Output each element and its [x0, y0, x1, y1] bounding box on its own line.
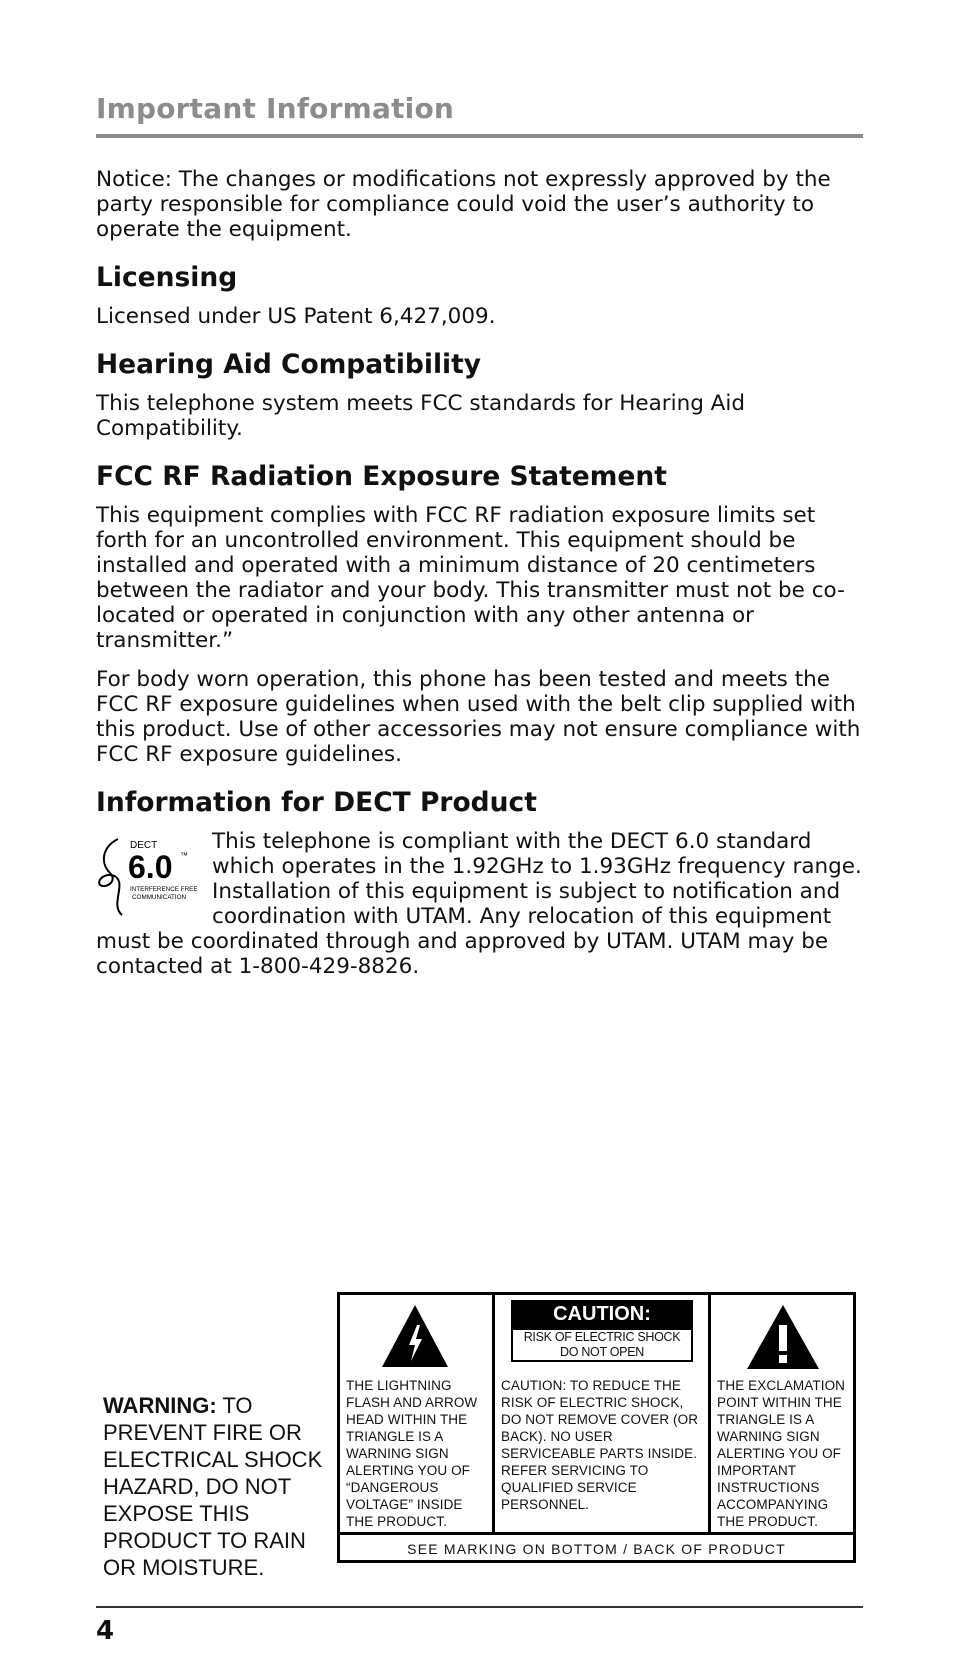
exclamation-description: THE EXCLAMATION POINT WITHIN THE TRIANGLE IS A WARNING SIGN ALERTING YOU OF IMPORTANT INSTRUCTIONS ACCOMPANYING THE PRODUCT. — [717, 1378, 846, 1529]
caution-box — [337, 1292, 856, 1563]
caution-label: CAUTION: — [511, 1300, 693, 1328]
exclamation-warning-icon — [745, 1303, 821, 1371]
licensing-heading: Licensing — [96, 262, 238, 293]
dect-heading: Information for DECT Product — [96, 787, 537, 818]
fcc-rf-paragraph-2: For body worn operation, this phone has been tested and meets the FCC RF exposure guidelines when used with the belt clip supplied with this product. Use of other accessories may not ensure compliance with FCC RF exposure guidelines. — [96, 667, 861, 767]
dect-logo-top: DECT — [130, 840, 158, 851]
warning-label: WARNING: — [103, 1393, 217, 1418]
hearing-aid-heading: Hearing Aid Compatibility — [96, 349, 482, 380]
header-rule — [96, 134, 863, 138]
fcc-rf-heading: FCC RF Radiation Exposure Statement — [96, 461, 667, 492]
main-content — [96, 167, 866, 999]
lightning-warning-icon — [380, 1303, 450, 1369]
warning-body: TO PREVENT FIRE OR ELECTRICAL SHOCK HAZARD, DO NOT EXPOSE THIS PRODUCT TO RAIN OR MOISTURE. — [103, 1393, 323, 1580]
caution-description: CAUTION: TO REDUCE THE RISK OF ELECTRIC SHOCK, DO NOT REMOVE COVER (OR BACK). NO USER SERVICEABLE PARTS INSIDE. REFER SERVICING TO QUALIFIED SERVICE PERSONNEL. — [501, 1378, 699, 1512]
fcc-rf-paragraph-1: This equipment complies with FCC RF radiation exposure limits set forth for an uncontrolled environment. This equipment should be installed and operated with a minimum distance of 20 centimeters between the radiator and your body. This transmitter must not be co-located or operated in conjunction with any other antenna or transmitter.” — [96, 503, 845, 653]
caution-column — [495, 1295, 711, 1532]
page-header-title: Important Information — [96, 92, 455, 125]
dect-6-logo-icon — [96, 833, 204, 917]
notice-paragraph: Notice: The changes or modifications not expressly approved by the party responsible for compliance could void the user’s authority to operate the equipment. — [96, 167, 831, 242]
lightning-column — [340, 1295, 495, 1532]
marking-note: SEE MARKING ON BOTTOM / BACK OF PRODUCT — [340, 1532, 853, 1563]
dect-logo-big: 6.0 — [128, 849, 173, 885]
warning-text — [103, 1392, 333, 1581]
footer-rule — [96, 1606, 863, 1608]
hearing-aid-text: This telephone system meets FCC standards for Hearing Aid Compatibility. — [96, 391, 746, 441]
dect-logo-tm: ™ — [180, 851, 188, 860]
licensing-text: Licensed under US Patent 6,427,009. — [96, 304, 496, 329]
exclamation-column — [711, 1295, 856, 1532]
risk-box — [511, 1328, 693, 1362]
page-number: 4 — [96, 1616, 115, 1646]
dect-block — [96, 829, 866, 979]
risk-line-2: DO NOT OPEN — [560, 1345, 644, 1359]
dect-logo-line2: COMMUNICATION — [132, 894, 187, 901]
dect-text: This telephone is compliant with the DECT 6.0 standard which operates in the 1.92GHz to 1.93GHz frequency range. Installation of this equipment is subject to notification and coordination with UTAM. Any relocation of this equipment must be coordinated through and approved by UTAM. UTAM may be contacted at 1-800-429-8826. — [96, 829, 862, 979]
lightning-description: THE LIGHTNING FLASH AND ARROW HEAD WITHIN THE TRIANGLE IS A WARNING SIGN ALERTING YOU OF “DANGEROUS VOLTAGE” INSIDE THE PRODUCT. — [346, 1378, 478, 1529]
risk-line-1: RISK OF ELECTRIC SHOCK — [523, 1330, 681, 1344]
dect-logo-line1: INTERFERENCE FREE — [130, 886, 198, 893]
